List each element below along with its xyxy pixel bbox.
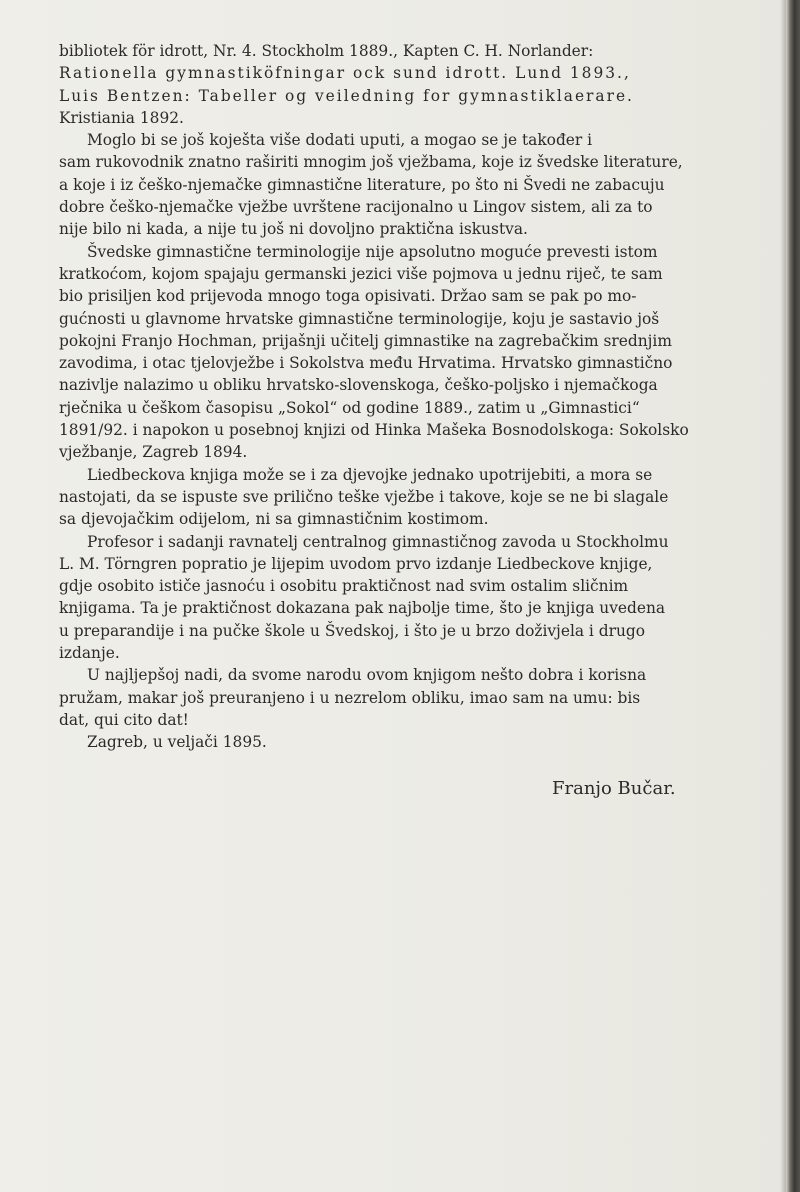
body-text bbox=[59, 40, 742, 754]
text-line: 1891/92. i napokon u posebnoj knjizi od Hinka Mašeka Bosnodolskoga: Sokolsko bbox=[59, 421, 689, 440]
text-line: nastojati, da se ispuste sve prilično teške vježbe i takove, koje se ne bi slagale bbox=[59, 487, 669, 506]
text-line: a koje i iz češko-njemačke gimnastične literature, po što ni Švedi ne zabacuju bbox=[59, 175, 665, 194]
text-line: U najljepšoj nadi, da svome narodu ovom knjigom nešto dobra i korisna bbox=[87, 666, 647, 685]
book-spine bbox=[786, 0, 800, 1192]
text-line: vježbanje, Zagreb 1894. bbox=[59, 443, 248, 462]
text-line: gućnosti u glavnome hrvatske gimnastične terminologije, koju je sastavio još bbox=[59, 309, 660, 328]
text-line: Švedske gimnastične terminologije nije apsolutno moguće prevesti istom bbox=[87, 242, 658, 261]
text-line: Moglo bi se još koješta više dodati uputi, a mogao se je također i bbox=[87, 131, 593, 150]
text-line: Rationella gymnastiköfningar ock sund idrott. Lund 1893., bbox=[59, 64, 631, 83]
text-line: Liedbeckova knjiga može se i za djevojke jednako upotrijebiti, a mora se bbox=[87, 465, 653, 484]
text-line: izdanje. bbox=[59, 644, 120, 663]
signature: Franjo Bučar. bbox=[552, 778, 676, 799]
text-line: bio prisiljen kod prijevoda mnogo toga opisivati. Držao sam se pak po mo- bbox=[59, 287, 637, 306]
text-line: knjigama. Ta je praktičnost dokazana pak najbolje time, što je knjiga uvedena bbox=[59, 599, 666, 618]
text-line: rječnika u češkom časopisu „Sokol“ od godine 1889., zatim u „Gimnastici“ bbox=[59, 398, 640, 417]
text-line: pružam, makar još preuranjeno i u nezrelom obliku, imao sam na umu: bis bbox=[59, 688, 641, 707]
text-line: L. M. Törngren popratio je lijepim uvodom prvo izdanje Liedbeckove knjige, bbox=[59, 554, 653, 573]
text-line: dat, qui cito dat! bbox=[59, 710, 189, 729]
text-line: Kristiania 1892. bbox=[59, 108, 184, 127]
text-line: sam rukovodnik znatno raširiti mnogim još vježbama, koje iz švedske literature, bbox=[59, 153, 683, 172]
text-line: nije bilo ni kada, a nije tu još ni dovoljno praktična iskustva. bbox=[59, 220, 528, 239]
text-line: nazivlje nalazimo u obliku hrvatsko-slovenskoga, češko-poljsko i njemačkoga bbox=[59, 376, 658, 395]
text-line: gdje osobito ističe jasnoću i osobitu praktičnost nad svim ostalim sličnim bbox=[59, 577, 629, 596]
text-line: pokojni Franjo Hochman, prijašnji učitelj gimnastike na zagrebačkim srednjim bbox=[59, 331, 672, 350]
text-line: dobre češko-njemačke vježbe uvrštene racijonalno u Lingov sistem, ali za to bbox=[59, 198, 653, 217]
text-line: Luis Bentzen: Tabeller og veiledning for gymnastiklaerare. bbox=[59, 86, 634, 105]
text-line: zavodima, i otac tjelovježbe i Sokolstva među Hrvatima. Hrvatsko gimnastično bbox=[59, 354, 673, 373]
text-line: kratkoćom, kojom spajaju germanski jezici više pojmova u jednu riječ, te sam bbox=[59, 264, 663, 283]
text-line: bibliotek för idrott, Nr. 4. Stockholm 1889., Kapten C. H. Norlander: bbox=[59, 42, 594, 60]
dateline: Zagreb, u veljači 1895. bbox=[87, 733, 267, 752]
text-line: u preparandije i na pučke škole u Švedskoj, i što je u brzo doživjela i drugo bbox=[59, 621, 645, 640]
text-line: sa djevojačkim odijelom, ni sa gimnastičnim kostimom. bbox=[59, 510, 489, 529]
text-line: Profesor i sadanji ravnatelj centralnog gimnastičnog zavoda u Stockholmu bbox=[87, 532, 669, 551]
